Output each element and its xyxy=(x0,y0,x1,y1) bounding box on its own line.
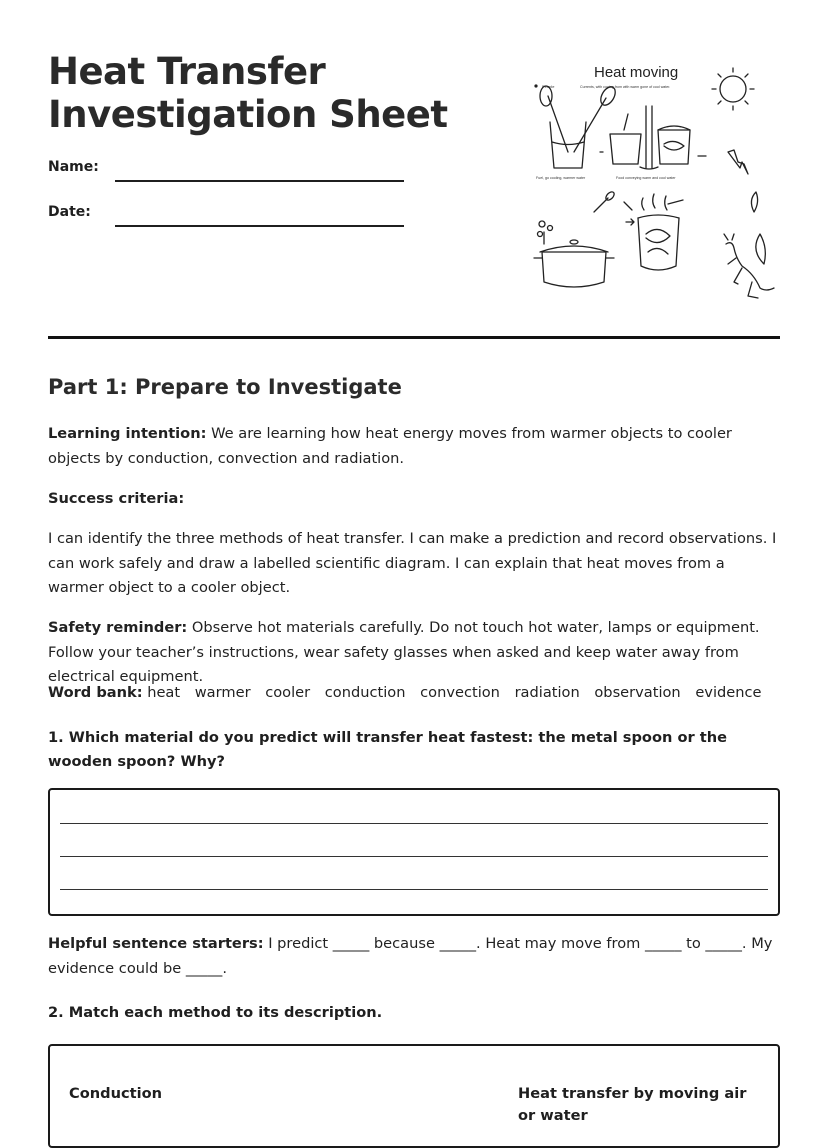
sentence-starters xyxy=(48,932,780,981)
learning-intention-text: We are learning how heat energy moves from warmer objects to cooler objects by conduction, convection and radiation. xyxy=(48,425,732,467)
word-bank-term: evidence xyxy=(695,684,762,701)
learning-intention-label: Learning intention: xyxy=(48,425,207,442)
safety-reminder-text: Observe hot materials carefully. Do not touch hot water, lamps or equipment. Follow your teacher’s instructions, wear safety glasses when asked and keep water away from electrical equipment. xyxy=(48,619,760,685)
answer-line[interactable] xyxy=(60,889,768,890)
illustration-caption-top: Currents, with coping from with warm gone of cool water. xyxy=(580,85,671,89)
legend-dot xyxy=(534,84,537,87)
kettle-icon xyxy=(728,150,748,174)
word-bank xyxy=(48,681,780,706)
answer-line[interactable] xyxy=(60,856,768,857)
illustration-title: Heat moving xyxy=(594,64,679,81)
leaf-icon xyxy=(751,192,765,264)
match-method-conduction[interactable]: Conduction xyxy=(69,1085,163,1102)
learning-intention xyxy=(48,422,780,471)
section-divider xyxy=(48,336,780,339)
date-label: Date: xyxy=(48,204,91,220)
word-bank-label: Word bank: xyxy=(48,684,143,701)
word-bank-term: cooler xyxy=(265,684,311,701)
part1-heading: Part 1: Prepare to Investigate xyxy=(48,375,402,399)
beaker-convection-icon xyxy=(626,215,679,270)
title-line-1: Heat Transfer xyxy=(48,50,326,93)
worksheet-title xyxy=(48,50,448,136)
match-description-1[interactable]: Heat transfer by moving air or water xyxy=(518,1085,747,1124)
safety-reminder-label: Safety reminder: xyxy=(48,619,188,636)
word-bank-term: warmer xyxy=(194,684,251,701)
date-line[interactable] xyxy=(115,225,404,227)
question-1-answer-box[interactable] xyxy=(48,788,780,916)
heat-moving-illustration xyxy=(528,52,780,300)
sentence-starters-label: Helpful sentence starters: xyxy=(48,935,264,952)
cooking-pot-icon xyxy=(534,240,614,287)
success-criteria-label: Success criteria: xyxy=(48,490,185,507)
name-line[interactable] xyxy=(115,180,404,182)
illustration-caption-right: Food conveying warm and cool water xyxy=(616,176,676,180)
matching-table xyxy=(48,1044,780,1148)
word-bank-term: observation xyxy=(594,684,681,701)
question-1: 1. Which material do you predict will transfer heat fastest: the metal spoon or the wooden spoon? Why? xyxy=(48,729,728,770)
answer-line[interactable] xyxy=(60,823,768,824)
word-bank-term: convection xyxy=(420,684,500,701)
question-2: 2. Match each method to its description. xyxy=(48,1004,383,1021)
word-bank-term: heat xyxy=(147,684,181,701)
success-criteria-text: I can identify the three methods of heat transfer. I can make a prediction and record observations. I can work safely and draw a labelled scientific diagram. I can explain that heat moves from a warmer object to a cooler object. xyxy=(48,530,777,596)
illustration-caption-left: Fuel, go cooling, warmer water xyxy=(536,176,586,180)
title-line-2: Investigation Sheet xyxy=(48,93,448,136)
success-criteria-heading xyxy=(48,487,780,512)
word-bank-term: radiation xyxy=(514,684,580,701)
safety-reminder xyxy=(48,616,780,690)
name-label: Name: xyxy=(48,159,99,175)
flower-icon xyxy=(538,221,553,244)
glass-with-spoons-icon xyxy=(540,84,618,168)
sun-icon xyxy=(712,68,754,110)
match-icon xyxy=(594,190,616,212)
steam-lines-icon xyxy=(624,194,683,210)
kangaroo-icon xyxy=(724,234,774,298)
illustration-legend: People xyxy=(542,84,555,89)
word-bank-term: conduction xyxy=(324,684,406,701)
cups-and-rod-icon xyxy=(600,106,706,169)
sentence-starters-text: I predict _____ because _____. Heat may move from _____ to _____. My evidence could be _____. xyxy=(48,935,773,977)
